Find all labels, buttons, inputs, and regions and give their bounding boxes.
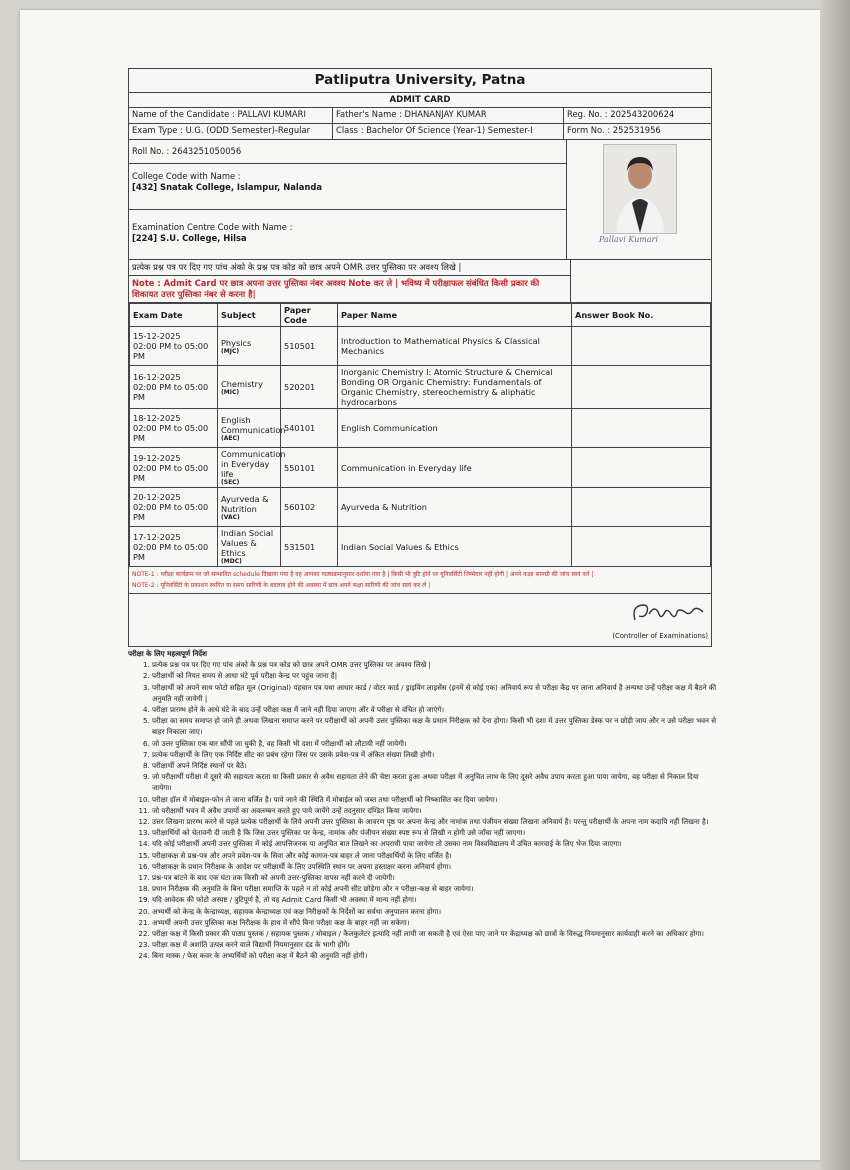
admit-card-heading: ADMIT CARD	[129, 93, 711, 108]
paper-name-cell: Indian Social Values & Ethics	[338, 527, 572, 567]
paper-code-cell: 510501	[281, 327, 338, 366]
list-item: 5. परीक्षा का समय समाप्त हो जाने ही अथवा लिखना समाप्त करने पर परीक्षार्थी को अपनी उत्तर पुस्तिका कक्ष के प्रधान निरीक्षक को देना होगा। किसी भी दशा में उत्तर पुस्तिका डेस्क पर न छोड़ी जाय और न उसे परीक्षा भवन से बाहर निकाला जाए।	[152, 715, 718, 737]
list-item: 1. प्रत्येक प्रश्न पत्र पर दिए गए पांच अंको के प्रश्न पत्र कोड को छात्र अपने OMR उत्तर पुस्तिका पर अवश्य लिखे |	[152, 659, 718, 670]
instructions-list	[128, 659, 718, 961]
subject-cell: Ayurveda & Nutrition (VAC)	[218, 488, 281, 527]
table-row	[130, 488, 711, 527]
list-item: 23. परीक्षा कक्ष में अशांति उत्पन्न करने वाले विद्यार्थी नियमानुसार दंड के भागी होंगे।	[152, 939, 718, 950]
centre-name: [224] S.U. College, Hilsa	[132, 233, 247, 243]
header-exam-date: Exam Date	[130, 304, 218, 327]
subject-cell: Physics (MJC)	[218, 327, 281, 366]
list-item: 10. परीक्षा हॉल में मोबाइल-फोन ले जाना वर्जित है। पाये जाने की स्थिति में मोबाईल को जब्त तथा परीक्षार्थी को निष्कासित कर दिया जायेगा।	[152, 794, 718, 805]
note-2: NOTE-2 : यूनिवर्सिटी के प्रकाशन स्थगित या समय सारिणी के बदलाव होने की अवस्था में छात्र अपने कक्षा सारिणी की जांच स्वयं कर लें |	[132, 582, 431, 589]
subject-cell: English Communication (AEC)	[218, 409, 281, 448]
candidate-row-2	[129, 124, 711, 140]
admit-card	[128, 68, 712, 647]
list-item: 24. बिना मास्क / फेस कवर के अभ्यर्थियों को परीक्षा कक्ष में बैठने की अनुमति नहीं होगी।	[152, 950, 718, 961]
paper-name-cell: Ayurveda & Nutrition	[338, 488, 572, 527]
paper-code-cell: 531501	[281, 527, 338, 567]
list-item: 21. अभ्यर्थी अपनी उत्तर पुस्तिका कक्ष निरीक्षक के हाथ में सौंपे बिना परीक्षा कक्ष के बाहर नहीं जा सकेगा।	[152, 917, 718, 928]
list-item: 9. जो परीक्षार्थी परीक्षा में दूसरे की सहायता करता या किसी प्रकार से अवैध सहायता लेने की चेष्टा करता हुआ अथवा परीक्षा में अनुचित लाभ के लिए दूसरे अवैध उपाय करता हुआ पाया जायेगा, वह परीक्षा से निकाल दिया जायेगा।	[152, 771, 718, 793]
father-name: Father's Name : DHANANJAY KUMAR	[333, 108, 564, 123]
list-item: 4. परीक्षा प्रारम्भ होने के आधे घंटे के बाद उन्हें परीक्षा कक्ष में जाने नहीं दिया जाएगा और वे परीक्षा से वंचित हो जाएंगे।	[152, 704, 718, 715]
list-item: 8. परीक्षार्थी अपने निर्दिष्ट स्थानों पर बैठें।	[152, 760, 718, 771]
college-name: [432] Snatak College, Islampur, Nalanda	[132, 182, 323, 192]
list-item: 19. यदि आवेदक की फोटो अस्पष्ट / त्रुटिपूर्ण है, तो यह Admit Card किसी भी अवस्था में मान्य नहीं होगा।	[152, 894, 718, 905]
list-item: 12. उत्तर लिखना प्रारम्भ करने से पहले प्रत्येक परीक्षार्थी के लिये अपनी उत्तर पुस्तिका के आवरण पृष्ठ पर अपना केन्द्र और नामांक तथा पंजीयन संख्या लिखना अनिवार्य है। परन्तु परीक्षार्थी के अपना नाम कदापि नहीं लिखना है।	[152, 816, 718, 827]
exam-date-cell: 20-12-2025 02:00 PM to 05:00 PM	[130, 488, 218, 527]
candidate-info	[129, 140, 711, 260]
omr-notice: प्रत्येक प्रश्न पत्र पर दिए गए पांच अंको के प्रश्न पत्र कोड को छात्र अपने OMR उत्तर पुस्तिका पर अवश्य लिखे |	[129, 262, 570, 276]
list-item: 18. प्रधान निरीक्षक की अनुमति के बिना परीक्षा समाप्ति के पहले न तो कोई अपनी सीट छोड़ेगा और न परीक्षा-कक्ष से बाहर जायेगा।	[152, 883, 718, 894]
exam-date-cell: 18-12-2025 02:00 PM to 05:00 PM	[130, 409, 218, 448]
answer-book-cell	[572, 409, 711, 448]
centre-block	[129, 210, 566, 256]
instructions-heading: परीक्षा के लिए महत्वपूर्ण निर्देश	[128, 649, 207, 658]
paper-code-cell: 520201	[281, 366, 338, 409]
roll-no: Roll No. : 2643251050056	[129, 140, 566, 164]
person-photo-icon	[604, 145, 676, 233]
subject-cell: Indian Social Values & Ethics (MDC)	[218, 527, 281, 567]
college-label: College Code with Name :	[132, 171, 241, 181]
exam-schedule-table	[129, 303, 711, 567]
paper-code-cell: 550101	[281, 448, 338, 488]
instructions-section	[128, 648, 718, 962]
form-no: Form No. : 252531956	[567, 125, 661, 135]
header-answer-book: Answer Book No.	[572, 304, 711, 327]
list-item: 16. परीक्षाकक्ष के प्रधान निरीक्षक के आदेश पर परीक्षार्थी के लिए उपस्थिति स्थान पर अपना हस्ताक्षर करना अनिवार्य होगा।	[152, 861, 718, 872]
candidate-name: Name of the Candidate : PALLAVI KUMARI	[129, 108, 333, 123]
exam-date-cell: 16-12-2025 02:00 PM to 05:00 PM	[130, 366, 218, 409]
controller-signature-icon	[629, 600, 709, 626]
candidate-row-1	[129, 108, 711, 124]
list-item: 13. परीक्षार्थियों को चेतावनी दी जाती है कि जिस उत्तर पुस्तिका पर केन्द्र, नामांक और पंजीयन संख्या स्पष्ट रूप से लिखी न होगी उसे जाँचा नहीं जाएगा।	[152, 827, 718, 838]
exam-type: Exam Type : U.G. (ODD Semester)-Regular	[129, 124, 333, 139]
schedule-notes	[129, 567, 711, 594]
paper-name-cell: Communication in Everyday life	[338, 448, 572, 488]
list-item: 2. परीक्षार्थी को नियत समय से आधा घंटे पूर्व परीक्षा केन्द्र पर पहुंच जाना है|	[152, 670, 718, 681]
subject-cell: Communication in Everyday life (SEC)	[218, 448, 281, 488]
paper-code-cell: 560102	[281, 488, 338, 527]
list-item: 3. परीक्षार्थी को अपने साथ फोटो सहित मूल (Original) पहचान पत्र यथा आधार कार्ड / वोटर कार्ड / ड्राइविंग लाइसेंस (इनमें से कोई एक) अनिवार्य रूप से परीक्षा केंद्र पर लाना अनिवार्य है अन्यथा उन्हें परीक्षा कक्ष में बैठने की अनुमति नहीं जायेगी |	[152, 682, 718, 704]
header-paper-code: Paper Code	[281, 304, 338, 327]
controller-label: (Controller of Examinations)	[612, 632, 708, 640]
list-item: 20. अभ्यर्थी को केन्द्र के केन्द्राध्यक्ष, सहायक केन्द्राध्यक्ष एवं कक्ष निरीक्षकों के निर्देशों का सर्वथा अनुपालन करना होगा।	[152, 906, 718, 917]
college-block	[129, 164, 566, 210]
candidate-signature: Pallavi Kumari	[599, 235, 658, 244]
header-subject: Subject	[218, 304, 281, 327]
list-item: 15. परीक्षाकक्ष से प्रश्न-पत्र और अपने प्रवेश-पत्र के सिवा और कोई कागज-पत्र बाहर ले जाना परीक्षार्थियों के लिए वर्जित है।	[152, 850, 718, 861]
subject-cell: Chemistry (MIC)	[218, 366, 281, 409]
list-item: 17. प्रश्न-पत्र बांटने के बाद एक घंटा तक किसी को अपनी उत्तर-पुस्तिका वापस नहीं करने दी जायेगी।	[152, 872, 718, 883]
table-row	[130, 409, 711, 448]
paper-code-cell: 540101	[281, 409, 338, 448]
list-item: 22. परीक्षा कक्ष में किसी प्रकार की पाठ्य पुस्तक / सहायक पुस्तक / मोबाइल / कैलकुलेटर इत्यादि नहीं लायी जा सकती है एवं ऐसा पाए जाने पर केंद्राध्यक्ष को छात्रों के विरुद्ध नियमानुसार कार्यवाही करने का अधिकार होगा।	[152, 928, 718, 939]
candidate-photo	[603, 144, 677, 234]
table-row	[130, 366, 711, 409]
paper-name-cell: Inorganic Chemistry I: Atomic Structure & Chemical Bonding OR Organic Chemistry: Fundamentals of Organic Chemistry, stereochemistry & aliphatic hydrocarbons	[338, 366, 572, 409]
list-item: 7. प्रत्येक परीक्षार्थी के लिए एक निर्दिष्ट सीट का प्रबंध रहेगा जिस पर उसके प्रवेश-पत्र में अंकित संख्या लिखी होगी।	[152, 749, 718, 760]
class-name: Class : Bachelor Of Science (Year-1) Semester-I	[333, 124, 564, 139]
list-item: 6. जो उत्तर पुस्तिका एक बार सौंपी जा चुकी है, वह किसी भी दशा में परीक्षार्थी को लौटायी नहीं जायेगी।	[152, 738, 718, 749]
answer-book-cell	[572, 366, 711, 409]
paper-name-cell: Introduction to Mathematical Physics & Classical Mechanics	[338, 327, 572, 366]
table-row	[130, 448, 711, 488]
note-1: NOTE-1 : परीक्षा कार्यक्रम पर जो सम्भावित schedule दिखाया गया है वह आपका पाठ्यक्रमानुसार दर्शाया गया है | किसी भी त्रुटि होने पर यूनिवर्सिटी जिम्मेदार नहीं होगी | अपने कक्षा सामग्री की जांच स्वयं करें |	[132, 571, 594, 578]
list-item: 14. यदि कोई परीक्षार्थी अपनी उत्तर पुस्तिका में कोई आपत्तिजनक या अनुचित बात लिखने का अपराधी पाया जायेगा तो उसका नाम विश्वविद्यालय में उचित कारवाई के लिए भेज दिया जाएगा।	[152, 838, 718, 849]
notice-blank	[571, 260, 711, 302]
answer-book-cell	[572, 527, 711, 567]
centre-label: Examination Centre Code with Name :	[132, 222, 293, 232]
university-title: Patliputra University, Patna	[129, 69, 711, 93]
answer-book-note: Note : Admit Card पर छात्र अपना उत्तर पुस्तिका नंबर अवश्य Note कर ले | भविष्य में परीक्षाफल संबंधित किसी प्रकार की शिकायत उत्तर पुस्तिका नंबर से करना है|	[132, 278, 540, 299]
header-paper-name: Paper Name	[338, 304, 572, 327]
paper-edge	[820, 0, 850, 1170]
answer-book-cell	[572, 448, 711, 488]
notice-text	[129, 260, 571, 302]
reg-no: Reg. No. : 202543200624	[567, 109, 675, 119]
exam-date-cell: 19-12-2025 02:00 PM to 05:00 PM	[130, 448, 218, 488]
answer-book-cell	[572, 327, 711, 366]
info-left	[129, 140, 567, 259]
notice-section	[129, 260, 711, 303]
table-row	[130, 327, 711, 366]
schedule-header-row	[130, 304, 711, 327]
exam-date-cell: 17-12-2025 02:00 PM to 05:00 PM	[130, 527, 218, 567]
exam-date-cell: 15-12-2025 02:00 PM to 05:00 PM	[130, 327, 218, 366]
photo-box	[567, 140, 711, 259]
list-item: 11. जो परीक्षार्थी भवन में अवैध उपायों का अवलम्बन करते हुए पाये जायेंगे उन्हें तदनुसार दण्डित किया जायेगा।	[152, 805, 718, 816]
controller-section	[129, 594, 711, 646]
paper-name-cell: English Communication	[338, 409, 572, 448]
table-row	[130, 527, 711, 567]
answer-book-cell	[572, 488, 711, 527]
